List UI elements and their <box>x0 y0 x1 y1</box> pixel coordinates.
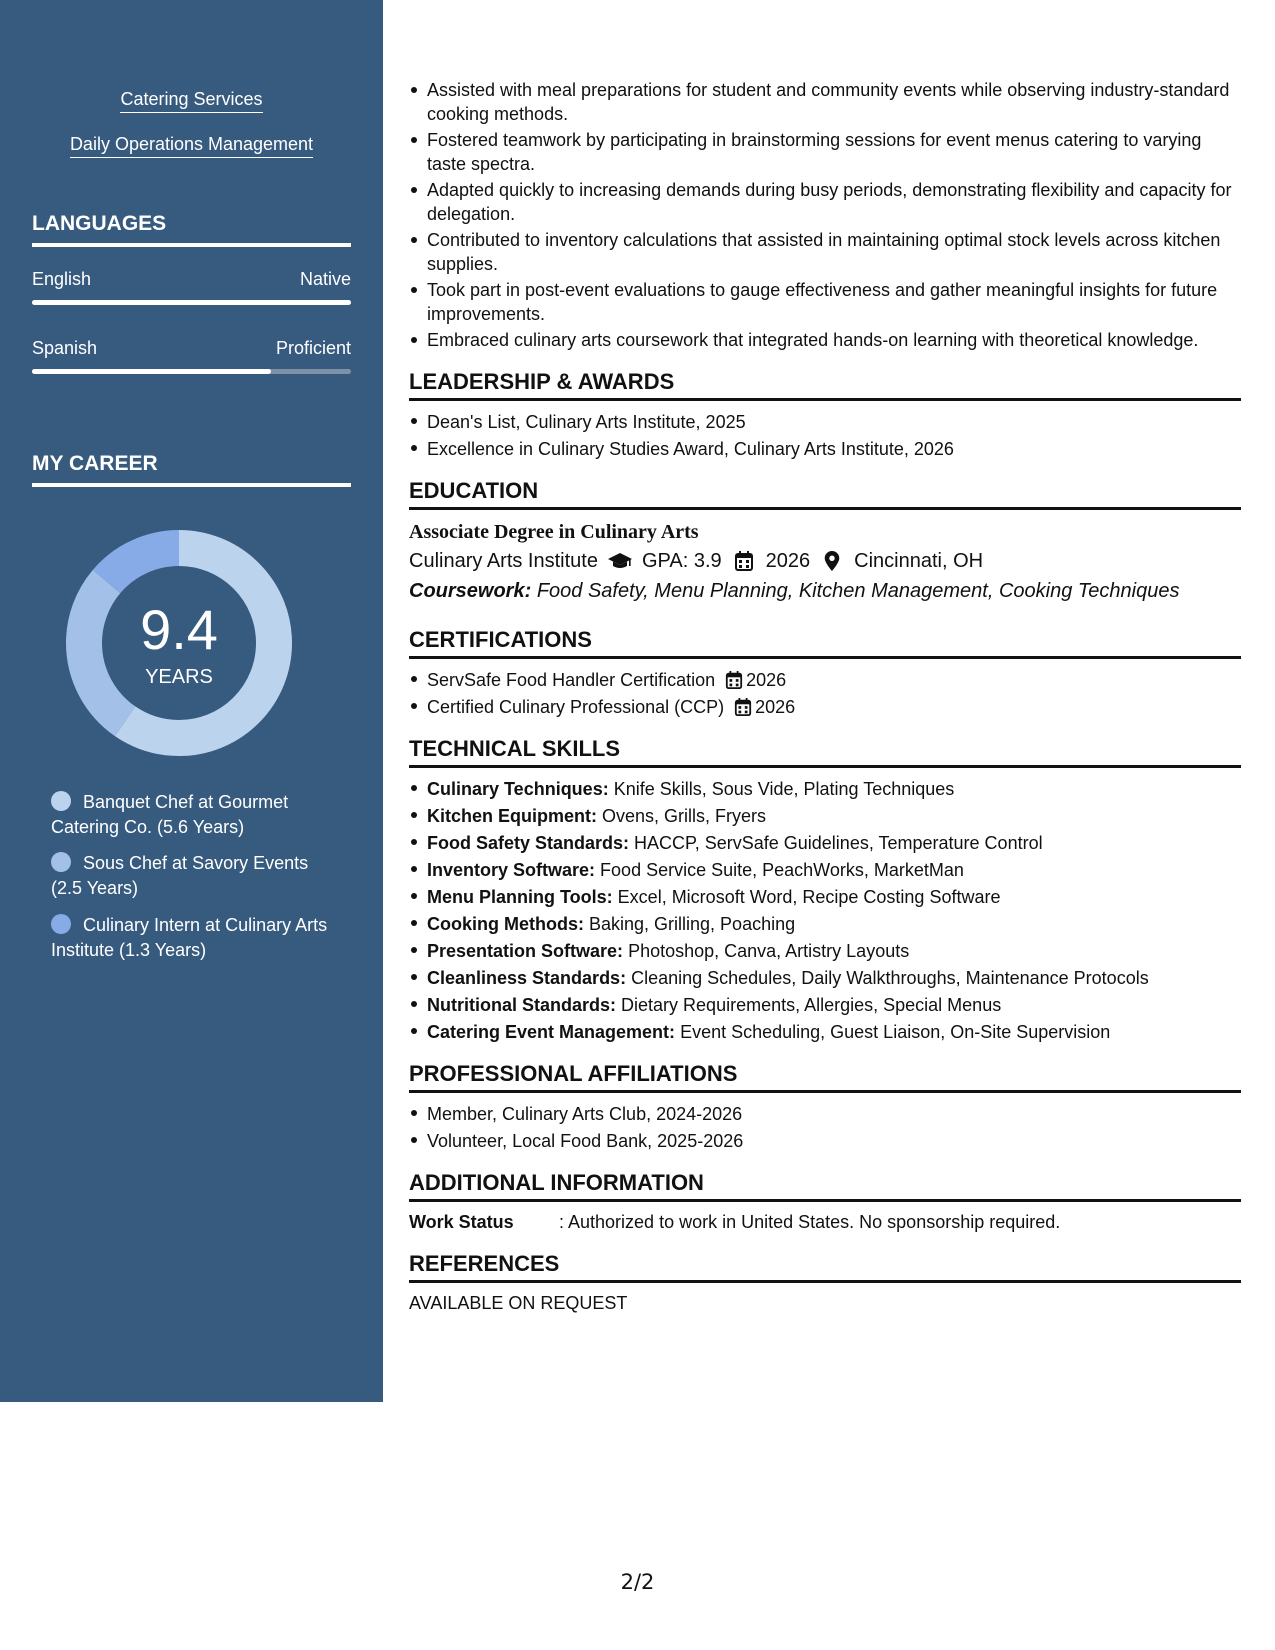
language-bar-fill <box>32 369 271 374</box>
work-status-value: : Authorized to work in United States. No sponsorship required. <box>559 1212 1061 1232</box>
list-item: Assisted with meal preparations for student and community events while observing industry-standard cooking methods. <box>409 78 1241 126</box>
technical-skills-list <box>409 776 1241 1046</box>
list-item: Certified Culinary Professional (CCP) 2026 <box>409 694 1241 721</box>
location: Cincinnati, OH <box>854 550 984 572</box>
list-item: Catering Event Management: Event Scheduling, Guest Liaison, On-Site Supervision <box>409 1019 1241 1046</box>
list-item: Took part in post-event evaluations to gauge effectiveness and gather meaningful insights for future improvements. <box>409 278 1241 326</box>
list-item: Menu Planning Tools: Excel, Microsoft Word, Recipe Costing Software <box>409 884 1241 911</box>
language-level: Proficient <box>275 338 351 358</box>
career-heading: MY CAREER <box>32 451 351 487</box>
language-level: Native <box>299 269 351 289</box>
school-name: Culinary Arts Institute <box>409 550 598 572</box>
calendar-icon <box>732 551 756 571</box>
languages-heading: LANGUAGES <box>32 211 351 247</box>
legend-dot <box>51 791 71 811</box>
graduation-year: 2026 <box>765 550 811 572</box>
legend-dot <box>51 852 71 872</box>
list-item: Culinary Techniques: Knife Skills, Sous Vide, Plating Techniques <box>409 776 1241 803</box>
additional-info-heading: ADDITIONAL INFORMATION <box>409 1169 1241 1202</box>
sidebar-skill-link[interactable]: Daily Operations Management <box>0 133 383 158</box>
education-heading: EDUCATION <box>409 477 1241 510</box>
list-item: Inventory Software: Food Service Suite, PeachWorks, MarketMan <box>409 857 1241 884</box>
affiliations-list <box>409 1101 1241 1155</box>
list-item: ServSafe Food Handler Certification 2026 <box>409 667 1241 694</box>
gpa: GPA: 3.9 <box>641 550 722 572</box>
affiliations-heading: PROFESSIONAL AFFILIATIONS <box>409 1060 1241 1093</box>
graduation-cap-icon <box>608 551 632 571</box>
work-status-label: Work Status <box>409 1212 514 1232</box>
language-row <box>32 337 351 359</box>
list-item: Food Safety Standards: HACCP, ServSafe Guidelines, Temperature Control <box>409 830 1241 857</box>
sidebar <box>0 0 383 1402</box>
leadership-heading: LEADERSHIP & AWARDS <box>409 368 1241 401</box>
calendar-icon <box>734 698 752 716</box>
language-bar <box>32 369 351 374</box>
technical-skills-heading: TECHNICAL SKILLS <box>409 735 1241 768</box>
language-name: Spanish <box>32 338 98 358</box>
list-item: Fostered teamwork by participating in brainstorming sessions for event menus catering to varying taste spectra. <box>409 128 1241 176</box>
language-bar-fill <box>32 300 351 305</box>
map-pin-icon <box>820 551 844 571</box>
language-row <box>32 268 351 290</box>
list-item: Excellence in Culinary Studies Award, Culinary Arts Institute, 2026 <box>409 436 1241 463</box>
list-item: Nutritional Standards: Dietary Requirements, Allergies, Special Menus <box>409 992 1241 1019</box>
list-item: Volunteer, Local Food Bank, 2025-2026 <box>409 1128 1241 1155</box>
language-name: English <box>32 269 92 289</box>
list-item: Kitchen Equipment: Ovens, Grills, Fryers <box>409 803 1241 830</box>
experience-bullets <box>409 78 1241 352</box>
language-bar <box>32 300 351 305</box>
page-number: 2/2 <box>620 1570 655 1594</box>
main-content <box>409 78 1241 1315</box>
career-item: Culinary Intern at Culinary Arts Institute (1.3 Years) <box>51 915 328 960</box>
list-item: Presentation Software: Photoshop, Canva, Artistry Layouts <box>409 938 1241 965</box>
career-total-value: 9.4 <box>140 598 218 661</box>
list-item: Dean's List, Culinary Arts Institute, 2025 <box>409 409 1241 436</box>
work-status-row <box>409 1210 1241 1234</box>
references-heading: REFERENCES <box>409 1250 1241 1283</box>
legend-dot <box>51 914 71 934</box>
leadership-list <box>409 409 1241 463</box>
list-item: Cleanliness Standards: Cleaning Schedules, Daily Walkthroughs, Maintenance Protocols <box>409 965 1241 992</box>
degree-title: Associate Degree in Culinary Arts <box>409 521 699 543</box>
career-item: Sous Chef at Savory Events (2.5 Years) <box>51 853 309 898</box>
list-item: Adapted quickly to increasing demands during busy periods, demonstrating flexibility and capacity for delegation. <box>409 178 1241 226</box>
coursework: Coursework: Food Safety, Menu Planning, Kitchen Management, Cooking Techniques <box>409 580 1180 602</box>
calendar-icon <box>725 671 743 689</box>
list-item: Cooking Methods: Baking, Grilling, Poaching <box>409 911 1241 938</box>
list-item: Embraced culinary arts coursework that integrated hands-on learning with theoretical knowledge. <box>409 328 1241 352</box>
career-item: Banquet Chef at Gourmet Catering Co. (5.6 Years) <box>51 792 289 837</box>
education-details <box>409 546 1241 576</box>
career-total-unit: YEARS <box>145 666 213 688</box>
certifications-list <box>409 667 1241 721</box>
list-item: Contributed to inventory calculations that assisted in maintaining optimal stock levels across kitchen supplies. <box>409 228 1241 276</box>
references-value: AVAILABLE ON REQUEST <box>409 1293 628 1313</box>
certifications-heading: CERTIFICATIONS <box>409 626 1241 659</box>
sidebar-skill-link[interactable]: Catering Services <box>0 88 383 113</box>
list-item: Member, Culinary Arts Club, 2024-2026 <box>409 1101 1241 1128</box>
